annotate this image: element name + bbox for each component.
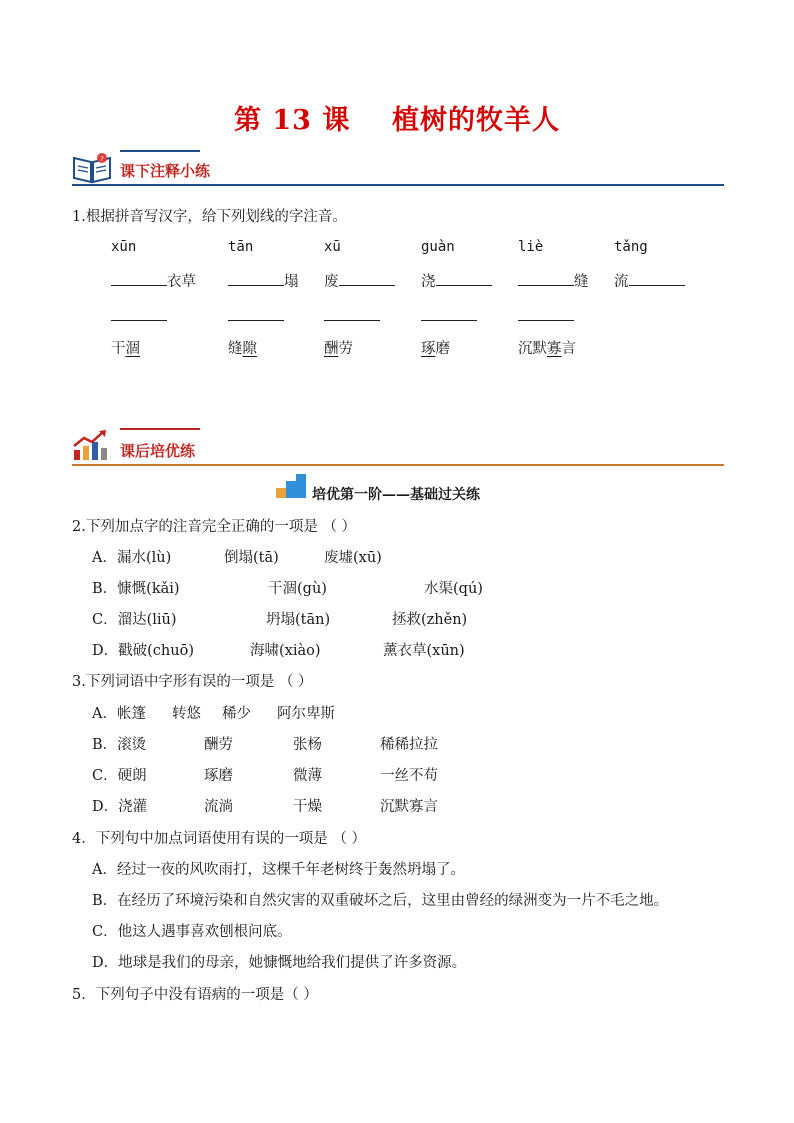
sub-section-title: 培优第一阶——基础过关练 (312, 487, 480, 503)
section-header-notes (72, 146, 724, 188)
pinyin-answer-blank-2[interactable] (228, 319, 284, 321)
fill-item-6: 流 (614, 270, 685, 291)
q2-option-b[interactable]: B．慷慨(kǎi) (92, 581, 180, 597)
section-rule-short (120, 150, 200, 152)
pinyin-3: xū (324, 239, 341, 255)
q2-option-a-item-3: 废墟(xū) (324, 550, 382, 566)
q3-option-a-item-3: 稀少 (222, 706, 251, 722)
q4-option-d[interactable]: D．地球是我们的母亲，她慷慨地给我们提供了许多资源。 (92, 955, 467, 971)
section-rule-short (120, 428, 200, 430)
question-2-stem: 2.下列加点字的注音完全正确的一项是 （ ） (72, 519, 357, 535)
q2-option-a-item-2: 倒塌(tā) (224, 550, 279, 566)
section-title-practice: 课后培优练 (120, 442, 196, 460)
q2-option-a[interactable]: A．漏水(lù) (92, 550, 172, 566)
q3-option-b-item-4: 稀稀拉拉 (380, 737, 438, 753)
fill-item-3: 废 (324, 270, 395, 291)
section-rule (72, 184, 724, 186)
pinyin-answer-blank-3[interactable] (324, 319, 380, 321)
page-title: 第 13 课 植树的牧羊人 (234, 105, 560, 136)
q2-option-c[interactable]: C．溜达(liū) (92, 612, 177, 628)
word-1: 干涸 (111, 341, 140, 357)
word-2: 缝隙 (228, 341, 257, 357)
q2-option-c-item-3: 拯救(zhěn) (392, 612, 468, 628)
q3-option-d-item-2: 流淌 (204, 799, 233, 815)
stairs-icon (276, 474, 306, 498)
q3-option-a-item-2: 转悠 (172, 706, 201, 722)
word-5: 沉默寡言 (518, 341, 576, 357)
q3-option-b-item-3: 张杨 (293, 737, 322, 753)
pinyin-1: xūn (111, 239, 137, 255)
pinyin-4: guàn (421, 239, 455, 255)
book-icon (72, 152, 112, 184)
q3-option-d-item-3: 干燥 (293, 799, 322, 815)
fill-item-4: 浇 (421, 270, 492, 291)
q3-option-d[interactable]: D．浇灌 (92, 799, 148, 815)
answer-blank[interactable] (228, 271, 284, 286)
pinyin-answer-blank-5[interactable] (518, 319, 574, 321)
pinyin-2: tān (228, 239, 254, 255)
question-4-stem: 4．下列句中加点词语使用有误的一项是 （ ） (72, 831, 366, 847)
pinyin-answer-blank-1[interactable] (111, 319, 167, 321)
bar-chart-icon (72, 428, 112, 462)
q3-option-c-item-3: 微薄 (293, 768, 322, 784)
q3-option-c-item-2: 琢磨 (204, 768, 233, 784)
pinyin-5: liè (518, 239, 544, 255)
q3-option-d-item-4: 沉默寡言 (380, 799, 438, 815)
word-4: 琢磨 (421, 341, 450, 357)
question-3-stem: 3.下列词语中字形有误的一项是 （ ） (72, 674, 313, 690)
answer-blank[interactable] (339, 271, 395, 286)
svg-text:?: ? (100, 155, 104, 163)
q3-option-c[interactable]: C．硬朗 (92, 768, 147, 784)
section-rule (72, 464, 724, 466)
answer-blank[interactable] (436, 271, 492, 286)
fill-item-5: 缝 (518, 270, 589, 291)
q2-option-b-item-3: 水渠(qú) (424, 581, 483, 597)
answer-blank[interactable] (518, 271, 574, 286)
pinyin-6: tǎng (614, 239, 648, 255)
q4-option-b[interactable]: B．在经历了环境污染和自然灾害的双重破坏之后，这里由曾经的绿洲变为一片不毛之地。 (92, 893, 669, 909)
q2-option-c-item-2: 坍塌(tān) (266, 612, 331, 628)
section-header-practice (72, 424, 724, 466)
question-1-stem: 1.根据拼音写汉字，给下列划线的字注音。 (72, 209, 347, 225)
q2-option-d-item-2: 海啸(xiào) (250, 643, 321, 659)
q3-option-b-item-2: 酬劳 (204, 737, 233, 753)
q2-option-d[interactable]: D．戳破(chuō) (92, 643, 194, 659)
section-title-notes: 课下注释小练 (120, 162, 211, 180)
answer-blank[interactable] (629, 271, 685, 286)
q2-option-d-item-3: 薰衣草(xūn) (383, 643, 465, 659)
q3-option-c-item-4: 一丝不苟 (380, 768, 438, 784)
q4-option-c[interactable]: C．他这人遇事喜欢刨根问底。 (92, 924, 292, 940)
fill-item-1: 衣草 (111, 270, 196, 291)
q3-option-b[interactable]: B．滚烫 (92, 737, 147, 753)
answer-blank[interactable] (111, 271, 167, 286)
q3-option-a-item-4: 阿尔卑斯 (277, 706, 335, 722)
fill-item-2: 塌 (228, 270, 299, 291)
pinyin-answer-blank-4[interactable] (421, 319, 477, 321)
q4-option-a[interactable]: A．经过一夜的风吹雨打，这棵千年老树终于轰然坍塌了。 (92, 862, 465, 878)
question-5-stem: 5．下列句子中没有语病的一项是（ ） (72, 987, 318, 1003)
q3-option-a[interactable]: A．帐篷 (92, 706, 146, 722)
q2-option-b-item-2: 干涸(gù) (268, 581, 327, 597)
word-3: 酬劳 (324, 341, 353, 357)
